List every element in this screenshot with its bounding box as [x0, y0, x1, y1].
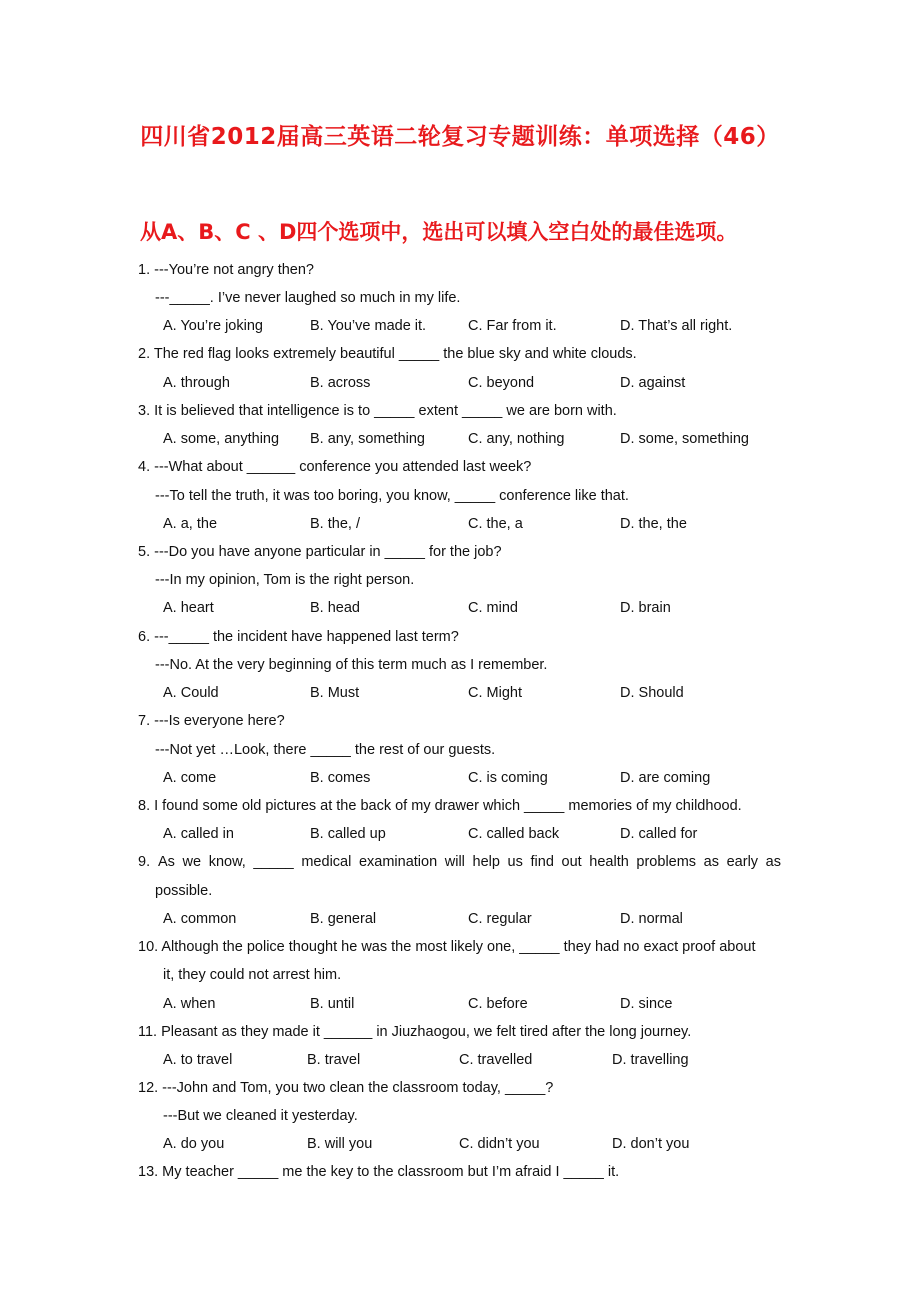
question-7-option-b: B. comes	[310, 770, 371, 786]
question-11-option-b: B. travel	[307, 1052, 361, 1068]
question-11-option-a: A. to travel	[163, 1052, 233, 1068]
question-12-option-a: A. do you	[163, 1136, 225, 1152]
question-3-stem: 3. It is believed that intelligence is to _____ extent _____ we are born with.	[138, 403, 617, 419]
question-8-option-a: A. called in	[163, 826, 234, 842]
question-8-option-d: D. called for	[620, 826, 698, 842]
question-4-option-b: B. the, /	[310, 516, 360, 532]
question-11-option-c: C. travelled	[459, 1052, 533, 1068]
question-9-option-c: C. regular	[468, 911, 532, 927]
instruction-heading: 从A、B、C 、D四个选项中，选出可以填入空白处的最佳选项。	[140, 220, 738, 244]
question-6-option-c: C. Might	[468, 685, 522, 701]
question-8-option-c: C. called back	[468, 826, 560, 842]
question-4-reply: ---To tell the truth, it was too boring, you know, _____ conference like that.	[155, 488, 629, 504]
question-5-option-a: A. heart	[163, 600, 214, 616]
question-7-option-c: C. is coming	[468, 770, 548, 786]
question-12-option-c: C. didn’t you	[459, 1136, 540, 1152]
question-9-option-b: B. general	[310, 911, 377, 927]
question-1-option-d: D. That’s all right.	[620, 318, 733, 334]
question-5-option-c: C. mind	[468, 600, 518, 616]
question-9-stem-continued: possible.	[155, 883, 213, 899]
question-7-option-a: A. come	[163, 770, 217, 786]
question-9-stem: As we know, _____ medical examination will help us find out health problems as early as	[158, 854, 781, 870]
question-5-option-b: B. head	[310, 600, 360, 616]
question-4-option-d: D. the, the	[620, 516, 687, 532]
question-13-stem: 13. My teacher _____ me the key to the classroom but I’m afraid I _____ it.	[138, 1164, 620, 1180]
question-10-option-c: C. before	[468, 996, 528, 1012]
question-10-option-a: A. when	[163, 996, 216, 1012]
question-5-option-d: D. brain	[620, 600, 671, 616]
question-10-option-d: D. since	[620, 996, 673, 1012]
question-1-option-a: A. You’re joking	[163, 318, 263, 334]
question-4-stem: 4. ---What about ______ conference you attended last week?	[138, 459, 532, 475]
question-9-option-d: D. normal	[620, 911, 683, 927]
question-9-option-a: A. common	[163, 911, 237, 927]
question-6-option-a: A. Could	[163, 685, 219, 701]
question-6-option-b: B. Must	[310, 685, 360, 701]
question-3-option-c: C. any, nothing	[468, 431, 565, 447]
question-1-reply: ---_____. I’ve never laughed so much in my life.	[155, 290, 461, 306]
question-2-option-d: D. against	[620, 375, 686, 391]
question-6-option-d: D. Should	[620, 685, 684, 701]
question-3-option-b: B. any, something	[310, 431, 425, 447]
question-5-reply: ---In my opinion, Tom is the right person.	[155, 572, 415, 588]
question-10-option-b: B. until	[310, 996, 355, 1012]
question-1-option-c: C. Far from it.	[468, 318, 557, 334]
question-4-option-c: C. the, a	[468, 516, 523, 532]
question-3-option-d: D. some, something	[620, 431, 749, 447]
question-8-option-b: B. called up	[310, 826, 386, 842]
question-4-option-a: A. a, the	[163, 516, 218, 532]
question-7-reply: ---Not yet …Look, there _____ the rest of our guests.	[155, 742, 496, 758]
question-11-stem: 11. Pleasant as they made it ______ in Jiuzhaogou, we felt tired after the long journey.	[138, 1024, 692, 1040]
question-11-option-d: D. travelling	[612, 1052, 689, 1068]
question-5-stem: 5. ---Do you have anyone particular in _____ for the job?	[138, 544, 502, 560]
question-2-option-b: B. across	[310, 375, 371, 391]
question-1-stem: 1. ---You’re not angry then?	[138, 262, 314, 278]
question-8-stem: 8. I found some old pictures at the back of my drawer which _____ memories of my childhood.	[138, 798, 742, 814]
page-title: 四川省2012届高三英语二轮复习专题训练：单项选择（46）	[140, 124, 780, 150]
question-6-reply: ---No. At the very beginning of this term much as I remember.	[155, 657, 548, 673]
question-2-stem: 2. The red flag looks extremely beautiful _____ the blue sky and white clouds.	[138, 346, 637, 362]
question-6-stem: 6. ---_____ the incident have happened last term?	[138, 629, 459, 645]
question-12-reply: ---But we cleaned it yesterday.	[163, 1108, 358, 1124]
question-7-stem: 7. ---Is everyone here?	[138, 713, 285, 729]
question-12-option-b: B. will you	[307, 1136, 373, 1152]
question-1-option-b: B. You’ve made it.	[310, 318, 427, 334]
question-3-option-a: A. some, anything	[163, 431, 280, 447]
question-10-stem: 10. Although the police thought he was the most likely one, _____ they had no exact proof about	[138, 939, 756, 955]
question-12-option-d: D. don’t you	[612, 1136, 690, 1152]
question-10-stem-continued: it, they could not arrest him.	[163, 967, 342, 983]
question-12-stem: 12. ---John and Tom, you two clean the classroom today, _____?	[138, 1080, 554, 1096]
question-7-option-d: D. are coming	[620, 770, 711, 786]
question-9-number: 9.	[138, 854, 151, 870]
question-2-option-c: C. beyond	[468, 375, 535, 391]
question-2-option-a: A. through	[163, 375, 230, 391]
